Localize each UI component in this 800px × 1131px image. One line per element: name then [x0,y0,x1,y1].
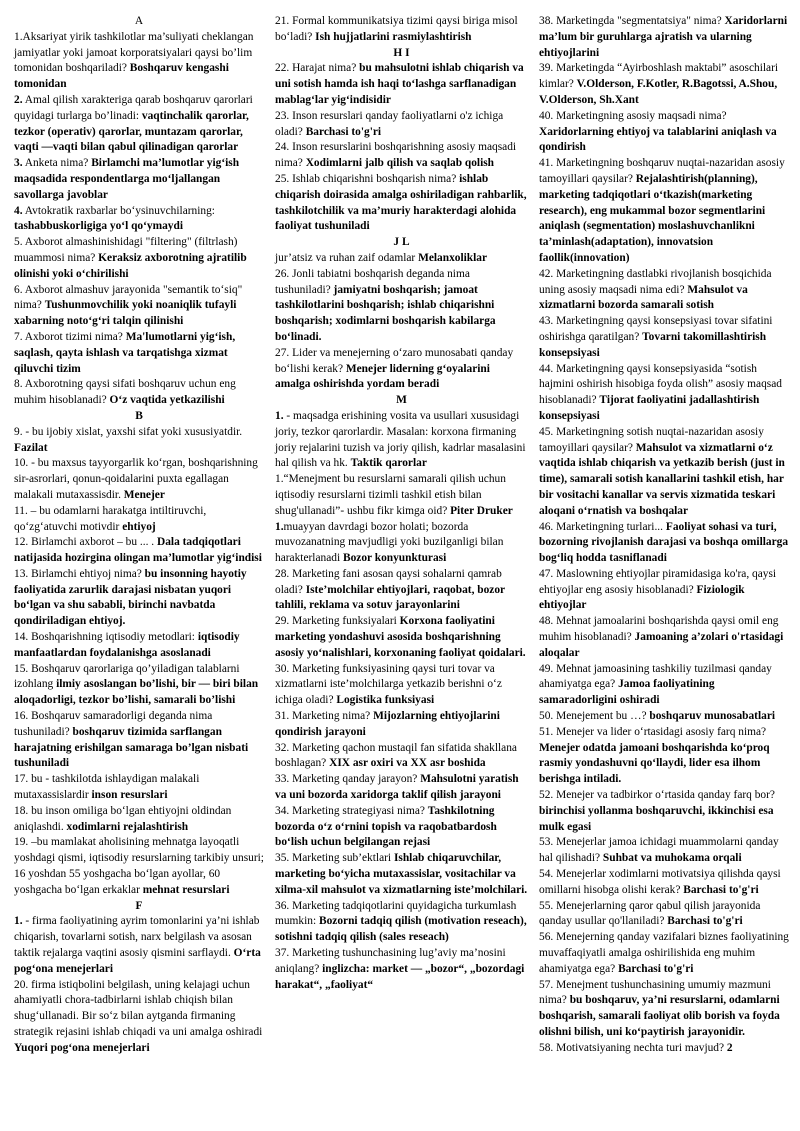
question-text: 30. Marketing funksiyasining qaysi turi tovar va xizmatlarni iste’molchilarga yetkazib berishni o‘z ichiga oladi? [275,662,502,707]
question-entry [275,346,528,393]
question-entry [275,14,528,46]
question-text: 18. bu inson omiliga bo‘lgan ehtiyojni oldindan aniqlashdi. [14,804,232,833]
question-text: 21. Formal kommunikatsiya tizimi qaysi biriga misol bo‘ladi? [275,15,518,43]
answer-text: bu insonning hayotiy faoliyatida zarurlik darajasi nisbatan yuqori bo‘lgan va shu sababli, birinchi navbatda qondiriladigan ehtiyoj. [14,567,247,628]
question-entry [14,914,264,977]
question-entry [539,425,794,520]
question-text: 25. Ishlab chiqarishni boshqarish nima? [275,172,460,185]
question-entry [539,788,794,835]
answer-text: XIX asr oxiri va XX asr boshida [329,757,486,770]
section-letter-heading: J L [393,236,410,249]
question-text: 46. Marketingning turlari... [539,520,666,533]
question-number: 3. [14,157,23,170]
question-text: 32. Marketing qachon mustaqil fan sifatida shakllana boshlagan? [275,741,517,770]
answer-text: Melanxoliklar [418,251,488,264]
question-entry [275,741,528,773]
question-entry [14,835,264,898]
question-entry [275,804,528,851]
answer-text: Fazilat [14,441,48,454]
question-entry [275,472,528,519]
answer-text: Mijozlarning ehtiyojlarini qondirish jarayoni [275,710,500,738]
answer-text: inson resurslari [91,789,168,802]
answer-text: Barchasi to'g'ri [305,125,382,138]
question-text: 31. Marketing nima? [275,710,374,723]
answer-text: Faoliyat sohasi va turi, bozorning rivojlanish darajasi va boshqa omillarga bog‘liq hodda tasniflanadi [539,520,789,565]
answer-text: Yuqori pog‘ona menejerlari [14,1041,150,1054]
question-text: 42. Marketingning dastlabki rivojlanish bosqichida uning asosiy maqsadi nima edi? [539,267,772,296]
question-text: 1.Aksariyat yirik tashkilotlar ma’suliyati cheklangan jamiyatlar yoki jamoat korporatsiyalari qaysi bo’lim tomonidan boshqariladi? [14,30,254,75]
question-text: 4. Avtokratik raxbarlar bo‘ysinuvchilarning: [14,204,215,217]
question-entry [14,425,264,457]
question-text: 29. Marketing funksiyalari [275,615,400,628]
question-text: 20. firma istiqbolini belgilash, uning kelajagi uchun ahamiyatli chora-tadbirlarni ishlab chiqish bilan shug‘ullanadi. Bir so‘z bilan aytganda firmaning strategik rejasini ishlab chiqadi va uni amalga oshiradi [14,978,263,1038]
question-text: 47. Maslowning ehtiyojlar piramidasiga ko'ra, qaysi ehtiyojlar eng asosiy hisoblanadi? [539,567,777,596]
question-entry [14,804,264,836]
question-text: 27. Lider va menejerning o‘zaro munosabati qanday bo‘lishi kerak? [275,346,514,375]
question-entry [14,235,264,282]
answer-text: jamiyatni boshqarish; jamoat tashkilotlarini boshqarish; ishlab chiqarishni boshqarish; xodimlarni boshqarish kabilarga bo‘linadi. [275,283,496,343]
question-entry [275,851,528,898]
question-entry [14,283,264,330]
answer-text: ilmiy asoslangan bo’lishi, bir — biri bilan aloqadorligi, tezkor bo’lishi, samarali bo’lishi [14,678,259,707]
answer-text: Dala tadqiqotlari natijasida hozirgina olingan ma’lumotlar yig‘indisi [14,536,262,565]
answer-text: boshqaruv munosabatlari [649,710,776,723]
answer-text: O‘rta pog‘ona menejerlari [14,947,261,975]
question-entry [539,156,794,267]
question-number: 1. [275,409,284,422]
question-text: 7. Axborot tizimi nima? [14,330,126,343]
question-text: 45. Marketingning sotish nuqtai-nazaridan asosiy tamoyillari qaysilar? [539,425,764,454]
question-entry [539,614,794,661]
question-text: 50. Menejement bu …? [539,710,650,723]
question-text: 28. Marketing fani asosan qaysi sohalarni qamrab oladi? [275,567,502,596]
question-entry [275,567,528,614]
question-text: 5. Axborot almashinishidagi "filtering" (filtrlash) muammosi nima? [14,236,238,264]
question-text: 12. Birlamchi axborot – bu ... . [14,536,157,549]
answer-text: tashabbuskorligiga yo‘l qo‘ymaydi [14,220,183,233]
question-text: 41. Marketingning boshqaruv nuqtai-nazaridan asosiy tamoyillari qaysilar? [539,157,785,185]
question-number: 1. [14,915,23,928]
answer-text: Jamoa faoliyatining samaradorligini oshiradi [539,678,715,707]
question-entry [539,725,794,788]
question-entry [14,772,264,804]
question-entry [539,930,794,977]
question-text: 10. - bu maxsus tayyorgarlik ko‘rgan, boshqarishning sir-asrorlari, qonun-qoidalarini puxta egallagan malakali mutaxassisdir. [14,457,258,501]
question-entry [539,362,794,425]
question-entry [275,520,528,567]
answer-text: Ishlab chiqaruvchilar, marketing bo‘yicha mutaxassislar, vositachilar va xilma-xil mahsulot va xizmatlarning iste’molchilari. [275,852,528,896]
answer-text: Korxona faoliyatini marketing yondashuvi asosida boshqarishning asosiy yo‘nalishlari, korxonaning faoliyat qoidalari. [275,615,526,659]
answer-text: Tijorat faoliyatini jadallashtirish konsepsiyasi [539,394,760,422]
question-text: 24. Inson resurslarini boshqarishning asosiy maqsadi nima? [275,141,517,170]
question-text: 40. Marketingning asosiy maqsadi nima? [539,109,727,122]
question-entry [14,630,264,662]
question-text: 14. Boshqarishning iqtisodiy metodlari: [14,631,198,644]
answer-text: Menejer liderning g‘oyalarini amalga oshirishda yordam beradi [275,362,490,391]
question-text: 17. bu - tashkilotda ishlaydigan malakali mutaxassislardir [14,773,200,802]
question-entry [14,504,264,536]
question-text: 35. Marketing sub’ektlari [275,852,394,865]
answer-text: Xaridorlarning ehtiyoj va talablarini aniqlash va qondirish [539,125,777,154]
answer-text: Bozor konyunkturasi [343,552,447,565]
question-entry [275,409,528,472]
question-text: 19. –bu mamlakat aholisining mehnatga layoqatli yoshdagi qismi, iqtisodiy resurslarning tarkibiy unsuri; 16 yoshdan 55 yoshgacha bo‘lgan ayollar, 60 yoshgacha bo‘lgan erkaklar [14,836,264,896]
question-entry [14,456,264,503]
question-entry [275,140,528,172]
question-text: 44. Marketingning qaysi konsepsiyasida “sotish hajmini oshirish hisobiga foyda olish” asosiy maqsad hisoblanadi? [539,362,782,407]
question-number: 2. [14,93,23,106]
answer-text: Fiziologik ehtiyojlar [539,583,745,612]
answer-text: Keraksiz axborotning ajratilib olinishi yoki o‘chirilishi [14,251,247,280]
question-entry [14,978,264,1057]
question-text: 1.muayyan davrdagi bozor holati; bozorda muvozanatning mavjudligi yoki buzilganligi bilan harakterlanadi [275,520,504,565]
question-entry [14,709,264,772]
question-text: 13. Birlamchi ehtiyoj nima? [14,567,145,580]
question-text: 16. Boshqaruv samaradorligi deganda nima tushuniladi? [14,710,213,738]
answer-text: Bozorni tadqiq qilish (motivation reseach), sotishni tadqiq qilish (sales reseach) [275,915,527,944]
question-entry [275,662,528,709]
question-text: 2. Amal qilish xarakteriga qarab boshqaruv qarorlari quyidagi turlarga bo’linadi: [14,93,253,122]
question-entry [275,709,528,741]
question-text: 6. Axborot almashuv jarayonida "semantik to‘siq" nima? [14,283,243,312]
question-text: 56. Menejerning qanday vazifalari biznes faoliyatining muvaffaqiyatli amalga oshirilishida eng muhim ahamiyatga ega? [539,931,789,975]
section-letter-heading: M [396,394,407,407]
question-entry [275,172,528,235]
question-text: 1.“Menejment bu resurslarni samarali qilish uchun iqtisodiy resurslarni tizimli tashkil etish bilan shug'ullanadi”- ushbu fikr kimga oid? [275,473,506,517]
answer-text: birinchisi yollanma boshqaruvchi, ikkinchisi esa mulk egasi [539,804,774,833]
answer-text: Piter Druker [450,504,513,517]
question-text: 51. Menejer va lider o‘rtasidagi asosiy farq nima? [539,725,767,738]
question-text: 23. Inson resurslari qanday faoliyatlarni o'z ichiga oladi? [275,109,504,138]
question-entry [539,61,794,108]
question-text: 53. Menejerlar jamoa ichidagi muammolarni qanday hal qilishadi? [539,836,779,865]
question-entry [539,867,794,899]
question-entry [539,14,794,61]
question-entry [275,251,528,267]
question-text: 57. Menejment tushunchasining umumiy mazmuni nima? [539,978,771,1007]
question-entry [539,1041,794,1057]
question-text: 52. Menejer va tadbirkor o‘rtasida qanday farq bor? [539,789,775,802]
question-number: 4. [14,204,23,217]
question-text: 37. Marketing tushunchasining lug’aviy ma’nosini aniqlang? [275,947,506,975]
question-text: 33. Marketing qanday jarayon? [275,773,421,786]
section-letter-heading: H I [393,46,410,59]
question-number: 1. [275,520,284,533]
answer-text: Ma'lumotlarni yig‘ish, saqlash, qayta ishlash va tarqatishga xizmat qiluvchi tizim [14,330,236,375]
question-text: 9. - bu ijobiy xislat, yaxshi sifat yoki xususiyatdir. [14,425,243,438]
answer-text: Menejer [123,488,165,501]
answer-text: Iste’molchilar ehtiyojlari, raqobat, bozor tahlili, reklama va sotuv jarayonlarini [275,583,505,612]
answer-text: vaqtinchalik qarorlar, tezkor (operativ) qarorlar, muntazam qarorlar, vaqti —vaqti bilan qabul qilinadigan qarorlar [14,109,249,154]
answer-text: Menejer odatda jamoani boshqarishda ko‘proq rasmiy yondashuvni qo‘llaydi, lider esa ilhom berishga intiladi. [539,741,770,786]
question-entry [539,267,794,314]
answer-text: Tashkilotning bozorda o‘z o‘rnini topish va raqobatbardosh bo‘lish uchun belgilangan rejasi [275,804,497,849]
section-letter-heading: F [135,899,143,912]
question-entry [539,899,794,931]
section-letter-heading: B [135,409,143,422]
answer-text: Tushunmovchilik yoki noaniqlik tufayli xabarning noto‘g‘ri talqin qilinishi [14,299,237,328]
answer-text: Boshqaruv kengashi tomonidan [14,62,229,91]
question-entry [14,204,264,236]
question-text: 43. Marketingning qaysi konsepsiyasi tovar sifatini oshirishga qaratilgan? [539,315,773,343]
question-text: 39. Marketingda “Ayirboshlash maktabi” asoschilari kimlar? [539,62,779,91]
question-text: jur’atsiz va ruhan zaif odamlar [275,251,419,264]
answer-text: Ish hujjatlarini rasmiylashtirish [315,30,472,43]
question-entry [275,772,528,804]
question-text: 15. Boshqaruv qarorlariga qo’yiladigan talablarni izohlang [14,662,240,691]
answer-text: bu boshqaruv, ya’ni resurslarni, odamlarni boshqarish, samarali faoliyat olib borish va foyda olishni bilish, uni ko‘paytirish jarayonidir. [539,994,780,1038]
question-text: 22. Harajat nima? [275,62,360,75]
answer-text: Mahsulotni yaratish va uni bozorda xaridorga taklif qilish jarayoni [275,773,519,802]
question-entry [14,567,264,630]
question-entry [14,30,264,93]
section-letter-heading: A [134,15,144,27]
answer-text: Barchasi to'g'ri [667,915,743,928]
question-entry [275,109,528,141]
answer-text: Xodimlarni jalb qilish va saqlab qolish [305,157,495,170]
answer-text: Logistika funksiyasi [336,694,435,707]
question-entry [539,835,794,867]
question-entry [14,93,264,156]
answer-text: Taktik qarorlar [350,457,427,470]
answer-text: ehtiyoj [122,520,156,533]
question-entry [14,377,264,409]
question-entry [539,978,794,1041]
question-text: 1. - maqsadga erishining vosita va usullari xususidagi joriy, tezkor qarorlardir. Masalan: korxona firmaning joriy rejalarini tuzish va joriy qilish, kadrlar masalasini hal qilish va hk. [275,409,526,470]
question-text: 11. – bu odamlarni harakatga intiltiruvchi, qo‘zg‘atuvchi motivdir [14,504,207,533]
question-entry [14,662,264,709]
question-entry [275,614,528,661]
answer-text: 2 [726,1041,733,1054]
question-text: 55. Menejerlarning qaror qabul qilish jarayonida qanday usullar qo'llaniladi? [539,899,761,928]
question-text: 38. Marketingda "segmentatsiya" nima? [539,15,725,27]
question-text: 1. - firma faoliyatining ayrim tomonlarini ya’ni ishlab chiqarish, tovarlarni sotish, narx belgilash va asosan taktik rejalarga vaqtini asosiy qismini sarflaydi. [14,915,260,960]
question-entry [539,709,794,725]
answer-text: Jamoaning a’zolari o'rtasidagi aloqalar [539,631,784,659]
question-text: 58. Motivatsiyaning nechta turi mavjud? [539,1041,727,1054]
question-entry [539,520,794,567]
column-3 [539,14,794,1057]
question-text: 3. Anketa nima? [14,157,92,170]
answer-text: mehnat resurslari [142,883,230,896]
answer-text: Xaridorlarni ma’lum bir guruhlarga ajratish va ularning ehtiyojlarini [539,15,788,59]
question-entry [14,156,264,203]
answer-text: Tovarni takomillashtirish konsepsiyasi [539,330,767,359]
answer-text: inglizcha: market — „bozor“, „bozordagi harakat“, „faoliyat“ [275,962,525,991]
answer-text: Suhbat va muhokama orqali [602,852,742,865]
answer-text: ishlab chiqarish doirasida amalga oshiriladigan rahbarlik, tashkilotchilik va ma’muriy harakterdagi alohida faoliyat tushuniladi [275,172,527,233]
answer-text: Birlamchi ma’lumotlar yig‘ish maqsadida respondentlarga mo‘ljallangan savollarga javoblar [14,157,240,201]
question-entry [275,267,528,346]
answer-text: bu mahsulotni ishlab chiqarish va uni sotish hamda ish haqi to‘lashga sarflanadigan mablag‘lar yig‘indisidir [275,62,524,106]
question-text: 49. Mehnat jamoasining tashkiliy tuzilmasi qanday ahamiyatga ega? [539,662,772,691]
column-1 [14,14,264,1057]
question-text: 54. Menejerlar xodimlarni motivatsiya qilishda qaysi omillarni hisobga olishi kerak? [539,868,781,896]
answer-text: Barchasi to'g'ri [683,883,759,896]
question-text: 48. Mehnat jamoalarini boshqarishda qaysi omil eng muhim hisoblanadi? [539,615,779,644]
question-entry [275,946,528,993]
answer-text: xodimlarni rejalashtirish [66,820,189,833]
question-text: 36. Marketing tadqiqotlarini quyidagicha turkumlash mumkin: [275,899,517,928]
question-text: 8. Axborotning qaysi sifati boshqaruv uchun eng muhim hisoblanadi? [14,378,236,407]
question-entry [539,567,794,614]
question-text: 26. Jonli tabiatni boshqarish deganda nima tushuniladi? [275,267,470,296]
answer-text: boshqaruv tizimida sarflangan harajatning erishilgan samaraga bo’lgan nisbati tushuniladi [14,725,249,770]
question-entry [14,535,264,567]
question-entry [539,662,794,709]
question-entry [275,61,528,108]
question-entry [14,330,264,377]
columns-container [14,14,788,1057]
answer-text: V.Olderson, F.Kotler, R.Bagotssi, A.Shou, V.Olderson, Sh.Xant [539,78,778,106]
column-2 [275,14,528,1057]
answer-text: Mahsulot va xizmatlarni bozorda samarali sotish [539,283,748,312]
question-text: 34. Marketing strategiyasi nima? [275,804,428,817]
answer-text: Barchasi to'g'ri [618,962,694,975]
question-entry [275,899,528,946]
answer-text: iqtisodiy manfaatlardan foydalanishga asoslanadi [14,631,240,659]
answer-text: Mahsulot va xizmatlarni o‘z vaqtida ishlab chiqarish va yetkazib berish (just in time), samarali sotish kanallarini tashkil etish, har bir vositachi kanallar va servis xizmatida teskari aloqani o‘rnatish va boshqalar [539,441,785,517]
answer-text: O‘z vaqtida yetkazilishi [109,394,225,407]
question-entry [539,314,794,361]
answer-text: Rejalashtirish(planning), marketing tadqiqotlari o‘tkazish(marketing research), eng mukammal bozor segmentlarini aniqlash (segmentation) moslashuvchanlikni ta’minlash(adaptation), innovatsion faollik(innovation) [539,172,766,264]
question-entry [539,109,794,156]
